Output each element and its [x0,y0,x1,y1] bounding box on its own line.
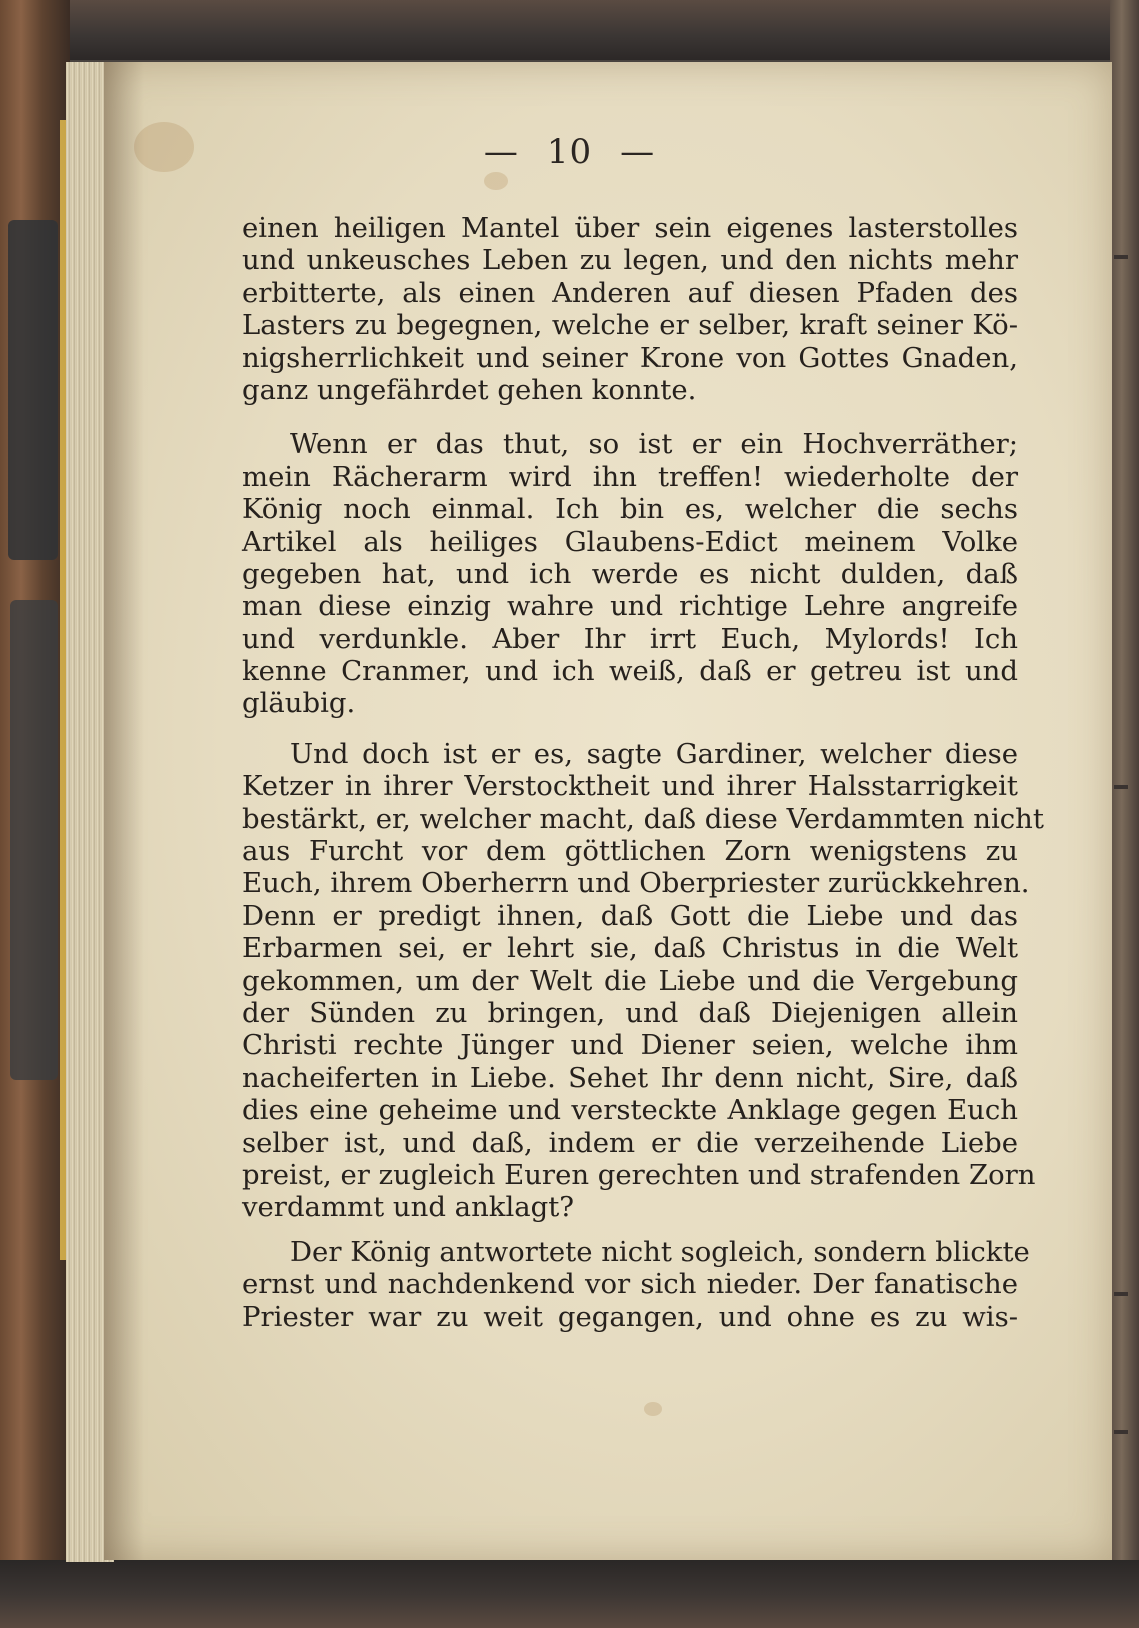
text-line: kenne Cranmer, und ich weiß, daß er getreu ist und [242,655,1018,688]
text-line: erbitterte, als einen Anderen auf diesen Pfaden des [242,276,1018,309]
worn-cover-patch [10,600,58,1080]
text-line: gegeben hat, und ich werde es nicht dulden, daß [242,557,1018,590]
text-line: dies eine geheime und versteckte Anklage gegen Euch [242,1094,1018,1127]
text-line: Ketzer in ihrer Verstocktheit und ihrer Halsstarrigkeit [242,770,1018,803]
page-tab-mark [1114,1430,1128,1434]
text-line: Denn er predigt ihnen, daß Gott die Liebe und das [242,899,1018,932]
text-line: der Sünden zu bringen, und daß Diejenigen allein [242,996,1018,1029]
page-header [0,132,1139,172]
paper-stain [484,172,508,190]
page-tab-mark [1114,1292,1128,1296]
page-tab-mark [1114,255,1128,259]
text-line: nigsherrlichkeit und seiner Krone von Gottes Gnaden, [242,341,1018,374]
text-line: selber ist, und daß, indem er die verzeihende Liebe [242,1126,1018,1159]
text-line: aus Furcht vor dem göttlichen Zorn wenigstens zu [242,835,1018,868]
header-dash-right: — [620,132,656,172]
text-line: Und doch ist er es, sagte Gardiner, welcher diese [290,737,1018,770]
text-line: verdammt und anklagt? [242,1191,575,1224]
text-line: Priester war zu weit gegangen, und ohne es zu wis- [242,1300,1018,1333]
paragraph-2 [242,428,1018,720]
binding-top-edge [0,0,1139,60]
text-line: Lasters zu begegnen, welche er selber, kraft seiner Kö- [242,309,1018,342]
text-line: nacheiferten in Liebe. Sehet Ihr denn nicht, Sire, daß [242,1061,1018,1094]
gutter-shadow [104,62,144,1560]
text-line: Christi rechte Jünger und Diener seien, welche ihm [242,1029,1018,1062]
text-line: und verdunkle. Aber Ihr irrt Euch, Mylords! Ich [242,622,1018,655]
text-line: Euch, ihrem Oberherrn und Oberpriester zurückkehren. [242,867,1030,900]
paper-stain [644,1402,662,1416]
text-line: und unkeusches Leben zu legen, und den nichts mehr [242,244,1018,277]
paragraph-4 [242,1235,1030,1333]
text-line: mein Rächerarm wird ihn treffen! wiederholte der [242,460,1018,493]
text-line: man diese einzig wahre und richtige Lehre angreife [242,590,1018,623]
text-line: König noch einmal. Ich bin es, welcher die sechs [242,493,1018,526]
paragraph-1 [242,212,1018,406]
header-dash-left: — [483,132,519,172]
worn-cover-patch [8,220,58,560]
text-line: Erbarmen sei, er lehrt sie, daß Christus in die Welt [242,932,1018,965]
text-line: gläubig. [242,687,356,720]
text-line: bestärkt, er, welcher macht, daß diese Verdammten nicht [242,802,1044,835]
page-tab-mark [1114,785,1128,789]
text-line: einen heiligen Mantel über sein eigenes lasterstolles [242,212,1018,244]
binding-bottom-edge [0,1560,1139,1628]
body-text [242,212,1044,1333]
page-number: 10 [546,132,593,172]
text-line: ganz ungefährdet gehen konnte. [242,373,697,406]
text-line: preist, er zugleich Euren gerechten und strafenden Zorn [242,1158,1036,1191]
text-line: Wenn er das thut, so ist er ein Hochverräther; [290,428,1018,461]
paragraph-3 [242,737,1044,1224]
text-line: ernst und nachdenkend vor sich nieder. Der fanatische [242,1268,1018,1301]
text-line: gekommen, um der Welt die Liebe und die Vergebung [242,964,1018,997]
binding-right-edge [1110,0,1139,1628]
text-line: Artikel als heiliges Glaubens-Edict meinem Volke [242,525,1018,558]
text-line: Der König antwortete nicht sogleich, sondern blickte [290,1235,1030,1268]
